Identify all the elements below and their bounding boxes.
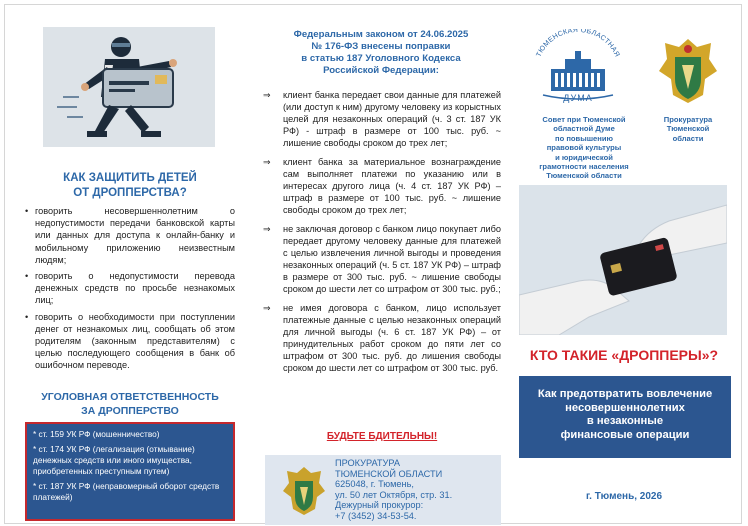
heading-line: Российской Федерации: xyxy=(323,65,439,76)
org-line: Прокуратура xyxy=(663,115,713,124)
liability-box xyxy=(25,422,235,521)
council-text xyxy=(529,115,639,181)
contact-box xyxy=(265,455,501,525)
subtitle-line: в незаконные xyxy=(586,415,664,427)
org-line: грамотности населения xyxy=(539,162,629,172)
emblem-icon xyxy=(281,463,327,519)
subtitle-line: Как предотвратить вовлечение xyxy=(537,388,713,400)
org-line: области xyxy=(672,133,704,143)
list-item: • говорить несовершеннолетним о недопустимости передачи банковской карты или данных для доступа к онлайн-банку и мобильному приложению неизвестным людям; xyxy=(25,205,235,266)
contact-line: ул. 50 лет Октября, стр. 31. xyxy=(335,489,453,500)
subtitle-box xyxy=(519,376,731,458)
heading-line: ЗА ДРОППЕРСТВО xyxy=(81,405,179,417)
list-item: ⇒ не имея договора с банком, лицо использует платежные данные с целью незаконных операций для личной выгоды (ч. 6 ст. 187 УК РФ) – от принудительных работ сроком до пяти лет со штрафом от 300 тыс. руб. до лишения свободы сроком до шести лет со штрафом от 300 тыс. руб. xyxy=(257,302,501,374)
right-panel xyxy=(507,5,741,525)
list-item: ⇒ клиент банка за материальное вознаграждение сам выполняет платежи по указанию или в интересах другого лица (ч. 4 ст. 187 УК РФ) – штраф в размере от 100 тыс. руб. ~ лишение свободы сроком до трех лет; xyxy=(257,156,501,216)
heading-line: в статью 187 Уголовного Кодекса xyxy=(301,53,461,64)
org-line: областной Думе xyxy=(553,124,615,134)
contact-line: 625048, г. Тюмень, xyxy=(335,479,414,490)
subtitle-line: финансовые операции xyxy=(560,428,690,441)
advice-list xyxy=(25,205,235,372)
thief-illustration xyxy=(43,27,215,147)
hands-card-illustration xyxy=(519,185,727,335)
alert-text: БУДЬТЕ БДИТЕЛЬНЫ! xyxy=(326,431,438,442)
liability-heading xyxy=(19,390,241,418)
liability-item: * ст. 174 УК РФ (легализация (отмывание) денежных средств или иного имущества, приобретенных преступным путем) xyxy=(33,444,195,476)
prosecutor-emblem-icon xyxy=(655,35,721,113)
contact-line: ПРОКУРАТУРА xyxy=(335,458,400,468)
list-item: ⇒ клиент банка передает свои данные для платежей (или доступ к ним) другому человеку из корыстных целей для незаконных операций (ч. 3 ст. 187 УК РФ) - штраф в размере от 100 тыс. руб. ~ лишение свободы сроком до трех лет; xyxy=(257,89,501,149)
duma-arc-text: ТЮМЕНСКАЯ ОБЛАСТНАЯ xyxy=(535,29,621,59)
heading-line: КАК ЗАЩИТИТЬ ДЕТЕЙ xyxy=(63,172,197,184)
heading-line: УГОЛОВНАЯ ОТВЕТСТВЕННОСТЬ xyxy=(41,391,219,403)
liability-item: * ст. 187 УК РФ (неправомерный оборот средств платежей) xyxy=(33,481,220,502)
main-title: КТО ТАКИЕ «ДРОППЕРЫ»? xyxy=(529,347,719,363)
law-points xyxy=(257,89,501,381)
duma-word: ДУМА xyxy=(563,93,593,103)
list-item: • говорить о недопустимости перевода денежных средств по просьбе незнакомых лиц; xyxy=(25,270,235,307)
protect-children-heading xyxy=(19,171,241,201)
liability-item: * ст. 159 УК РФ (мошенничество) xyxy=(33,429,160,439)
law-heading xyxy=(263,29,499,77)
org-line: Тюменской xyxy=(666,124,710,134)
org-line: по повышению xyxy=(554,133,613,143)
list-item: ⇒ не заключая договор с банком лицо покупает либо передает другому человеку данные для платежей с целью извлечения личной выгоды и проведения незаконных операций (ч. 5 ст. 187 УК РФ) – штраф в размере от 300 тыс. руб. ~ лишение свободы сроком до шести лет со штрафом от 300 тыс. руб.; xyxy=(257,223,501,295)
duma-logo xyxy=(529,29,627,111)
contact-line: ТЮМЕНСКОЙ ОБЛАСТИ xyxy=(335,468,443,479)
heading-line: Федеральным законом от 24.06.2025 xyxy=(293,29,469,40)
heading-line: № 176-ФЗ внесены поправки xyxy=(311,41,451,52)
list-item: • говорить о необходимости при поступлении денег от незнакомых лиц, сообщать об этом родителям (законным представителям) с целью последующего сообщения в банк об ошибочном переводе. xyxy=(25,311,235,372)
subtitle-line: несовершеннолетних xyxy=(565,401,685,414)
middle-panel xyxy=(257,5,503,525)
contact-line: +7 (3452) 34-53-54. xyxy=(335,510,417,521)
heading-line: ОТ ДРОППЕРСТВА? xyxy=(73,187,187,199)
org-line: правовой культуры xyxy=(546,143,622,153)
city-year: г. Тюмень, 2026 xyxy=(585,491,663,502)
left-panel xyxy=(19,5,241,525)
org-line: Совет при Тюменской xyxy=(542,115,626,124)
prosecutor-text xyxy=(647,115,729,143)
contact-line: Дежурный прокурор: xyxy=(335,500,424,511)
org-line: и юридической xyxy=(555,152,613,162)
org-line: Тюменской области xyxy=(546,171,622,181)
brochure-page xyxy=(4,4,742,524)
contact-text xyxy=(335,458,452,522)
